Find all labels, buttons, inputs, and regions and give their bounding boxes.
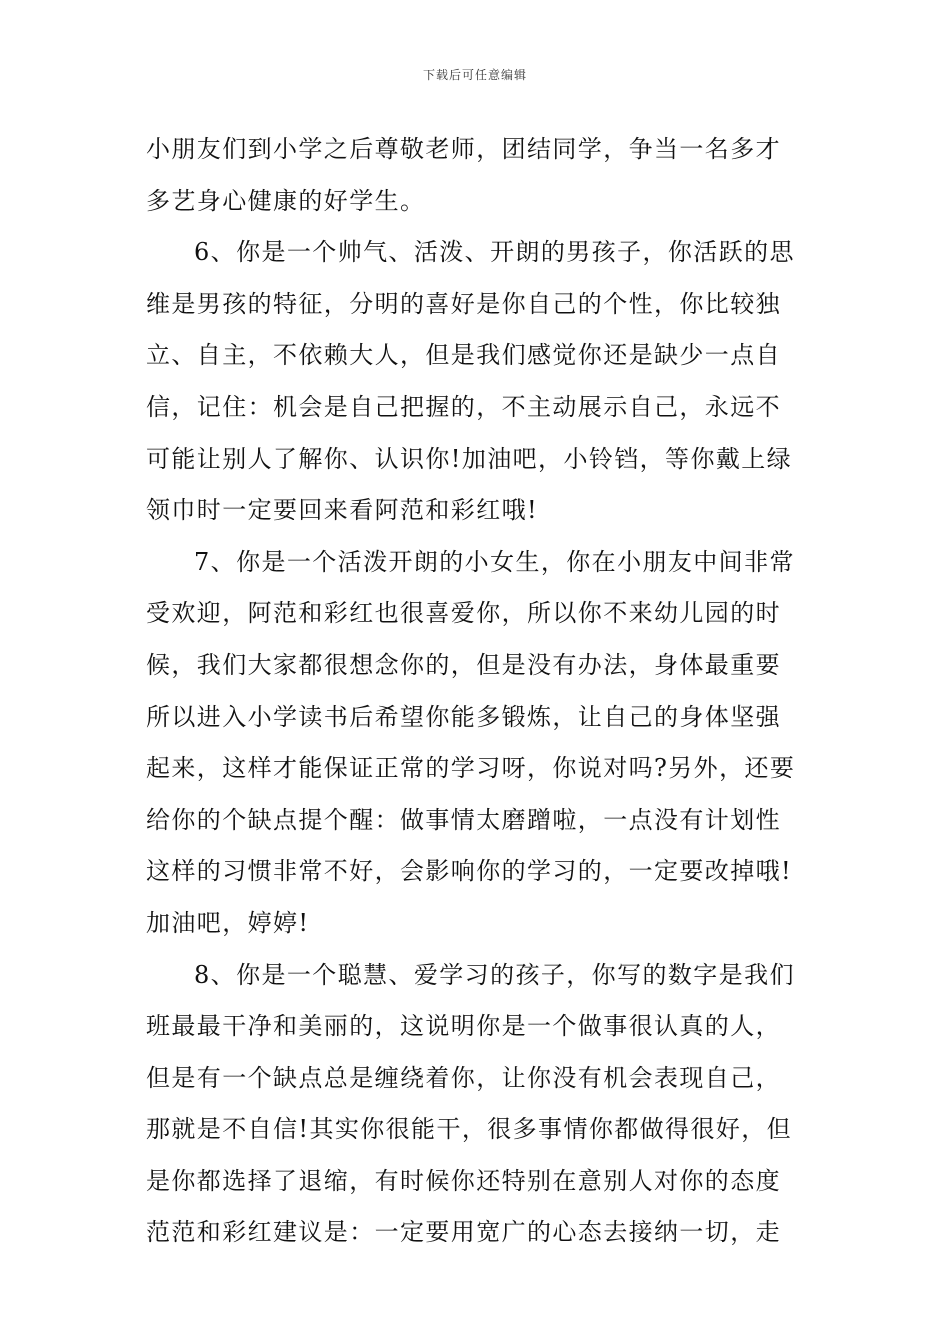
- text-line: 所以进入小学读书后希望你能多锻炼，让自己的身体坚强: [146, 702, 781, 731]
- text-line: 领巾时一定要回来看阿范和彩红哦!: [146, 496, 539, 525]
- paragraph-start-line: 8、你是一个聪慧、爱学习的孩子，你写的数字是我们: [194, 960, 795, 989]
- page-header-note: 下载后可任意编辑: [422, 68, 527, 82]
- text-line: 这样的习惯非常不好，会影响你的学习的，一定要改掉哦!: [146, 857, 793, 886]
- text-line: 是你都选择了退缩，有时候你还特别在意别人对你的态度: [146, 1166, 781, 1195]
- text-line: 那就是不自信!其实你很能干，很多事情你都做得很好，但: [146, 1115, 793, 1144]
- document-body: [146, 128, 810, 1263]
- text-line: 但是有一个缺点总是缠绕着你，让你没有机会表现自己，: [146, 1063, 781, 1092]
- text-line: 候，我们大家都很想念你的，但是没有办法，身体最重要: [146, 650, 781, 679]
- text-line: 小朋友们到小学之后尊敬老师，团结同学，争当一名多才: [146, 135, 781, 163]
- text-line: 班最最干净和美丽的，这说明你是一个做事很认真的人，: [146, 1012, 781, 1041]
- text-line: 多艺身心健康的好学生。: [146, 186, 426, 215]
- text-line: 给你的个缺点提个醒：做事情太磨蹭啦，一点没有计划性: [146, 805, 781, 834]
- text-line: 范范和彩红建议是：一定要用宽广的心态去接纳一切，走: [146, 1218, 781, 1247]
- text-line: 信，记住：机会是自己把握的，不主动展示自己，永远不: [146, 392, 781, 421]
- paragraph-start-line: 6、你是一个帅气、活泼、开朗的男孩子，你活跃的思: [194, 238, 795, 267]
- text-line: 加油吧，婷婷!: [146, 908, 310, 937]
- text-line: 受欢迎，阿范和彩红也很喜爱你，所以你不来幼儿园的时: [146, 599, 781, 628]
- text-line: 维是男孩的特征，分明的喜好是你自己的个性，你比较独: [146, 289, 781, 318]
- text-line: 起来，这样才能保证正常的学习呀，你说对吗?另外，还要: [146, 754, 796, 783]
- text-line: 立、自主，不依赖大人，但是我们感觉你还是缺少一点自: [146, 341, 781, 370]
- text-line: 可能让别人了解你、认识你!加油吧，小铃铛，等你戴上绿: [146, 444, 793, 473]
- paragraph-start-line: 7、你是一个活泼开朗的小女生，你在小朋友中间非常: [194, 547, 795, 576]
